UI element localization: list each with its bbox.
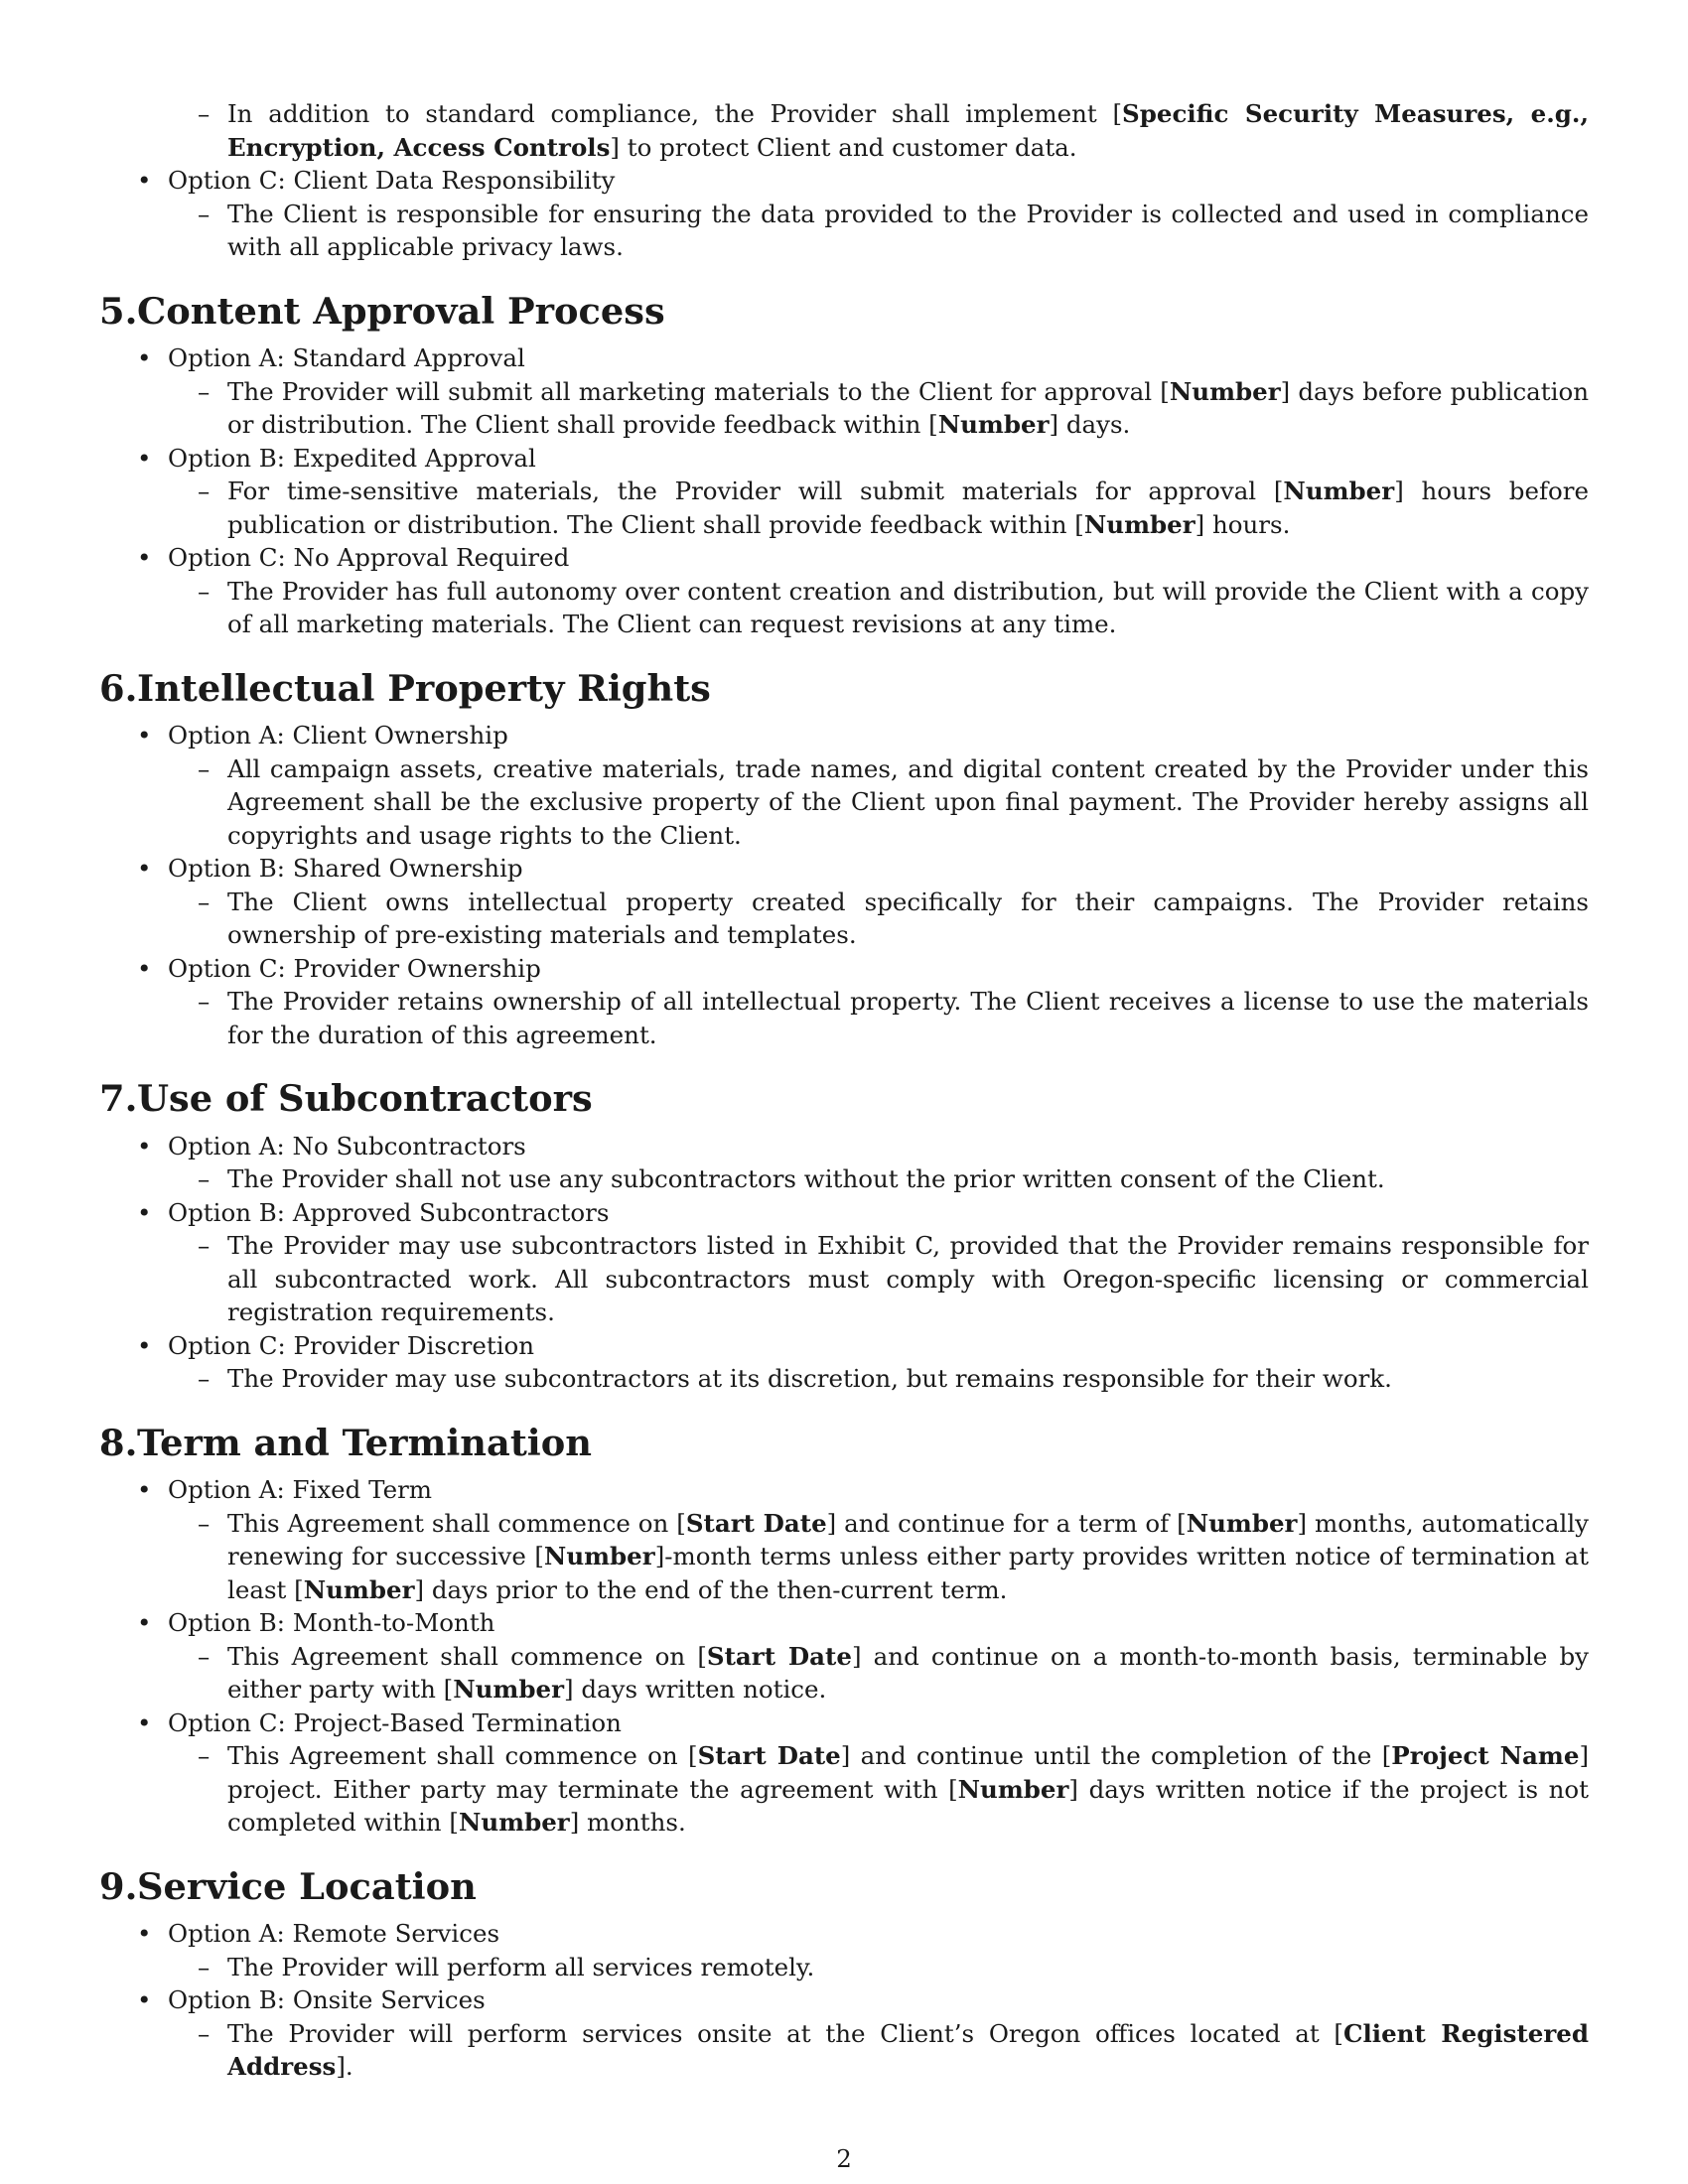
list-item: [99, 442, 1589, 542]
section-9: [99, 1863, 1589, 2084]
list-item: [99, 1130, 1589, 1196]
option-text: – The Provider will submit all marketing materials to the Client for approval [Number] days before publication or distribution. The Client shall provide feedback within [Number] days.: [168, 375, 1589, 442]
option-label: • Option A: Fixed Term: [168, 1475, 433, 1504]
section-6: [99, 665, 1589, 1052]
section-heading: 7. Use of Subcontractors: [99, 1076, 593, 1120]
option-text: – This Agreement shall commence on [Start Date] and continue on a month-to-month basis, terminable by either party with [Number] days written notice.: [168, 1640, 1589, 1706]
list-item: [99, 952, 1589, 1052]
option-text: – All campaign assets, creative materials, trade names, and digital content created by the Provider under this Agreement shall be the exclusive property of the Client upon final payment. The Provider hereby assigns all copyrights and usage rights to the Client.: [168, 752, 1589, 853]
section-5: [99, 288, 1589, 641]
option-text: – The Client is responsible for ensuring the data provided to the Provider is collected and used in compliance with all applicable privacy laws.: [168, 198, 1589, 264]
option-label: • Option B: Month-to-Month: [168, 1608, 495, 1637]
list-item: [99, 1983, 1589, 2084]
option-label: • Option B: Expedited Approval: [168, 443, 536, 473]
document-page: [99, 97, 1589, 2084]
list-item: [99, 164, 1589, 264]
list-item: [99, 541, 1589, 641]
option-text: – The Provider has full autonomy over content creation and distribution, but will provide the Client with a copy of all marketing materials. The Client can request revisions at any time.: [168, 575, 1589, 641]
option-label: • Option B: Shared Ownership: [168, 854, 523, 883]
option-label: • Option A: Standard Approval: [168, 343, 525, 372]
list-item: [99, 1329, 1589, 1396]
section-heading: 5. Content Approval Process: [99, 288, 665, 333]
option-text: – The Provider shall not use any subcontractors without the prior written consent of the Client.: [168, 1162, 1589, 1196]
option-label: • Option B: Approved Subcontractors: [168, 1197, 610, 1227]
option-label: • Option C: Project-Based Termination: [168, 1707, 622, 1737]
option-label: • Option C: Client Data Responsibility: [168, 166, 616, 195]
list-item: [99, 1606, 1589, 1706]
section-7: [99, 1076, 1589, 1396]
list-item: [99, 1473, 1589, 1606]
list-item: [99, 852, 1589, 952]
option-label: • Option A: Remote Services: [168, 1919, 500, 1948]
option-label: • Option C: Provider Discretion: [168, 1330, 535, 1360]
option-label: • Option C: Provider Ownership: [168, 953, 541, 983]
list-item: [99, 341, 1589, 442]
option-text: – This Agreement shall commence on [Start Date] and continue for a term of [Number] months, automatically renewing for successive [Number]-month terms unless either party provides written notice of termination at least [Number] days prior to the end of the then-current term.: [168, 1507, 1589, 1607]
option-text: – The Provider retains ownership of all intellectual property. The Client receives a license to use the materials for the duration of this agreement.: [168, 985, 1589, 1051]
option-label: • Option A: No Subcontractors: [168, 1131, 526, 1160]
list-item: [99, 1917, 1589, 1983]
section-8: [99, 1420, 1590, 1840]
option-label: • Option B: Onsite Services: [168, 1985, 486, 2014]
list-item: – In addition to standard compliance, the Provider shall implement [Specific Security Measures, e.g., Encryption, Access Controls] to protect Client and customer data.: [168, 97, 1589, 164]
option-text: – The Provider may use subcontractors listed in Exhibit C, provided that the Provider remains responsible for all subcontracted work. All subcontractors must comply with Oregon-specific licensing or commercial registration requirements.: [168, 1229, 1589, 1329]
option-label: • Option A: Client Ownership: [168, 721, 508, 750]
list-item: [99, 719, 1589, 852]
option-text: – The Provider will perform services onsite at the Client’s Oregon offices located at [Client Registered Address].: [168, 2017, 1589, 2084]
option-text: – The Client owns intellectual property created specifically for their campaigns. The Provider retains ownership of pre-existing materials and templates.: [168, 886, 1589, 952]
list-item: [99, 1706, 1589, 1840]
option-text: – The Provider will perform all services remotely.: [168, 1951, 1589, 1984]
option-text: – For time-sensitive materials, the Provider will submit materials for approval [Number] hours before publication or distribution. The Client shall provide feedback within [Number] hours.: [168, 475, 1589, 541]
section-heading: 6. Intellectual Property Rights: [99, 665, 711, 710]
list-item: [99, 1196, 1589, 1329]
section-heading: 9. Service Location: [99, 1863, 477, 1908]
page-number: 2: [836, 2144, 852, 2173]
option-text: – The Provider may use subcontractors at its discretion, but remains responsible for their work.: [168, 1362, 1589, 1396]
section-heading: 8. Term and Termination: [99, 1420, 592, 1464]
option-label: • Option C: No Approval Required: [168, 543, 570, 572]
option-text: – This Agreement shall commence on [Start Date] and continue until the completion of the [Project Name] project. Either party may terminate the agreement with [Number] days written notice if the project is not completed within [Number] months.: [168, 1739, 1589, 1840]
